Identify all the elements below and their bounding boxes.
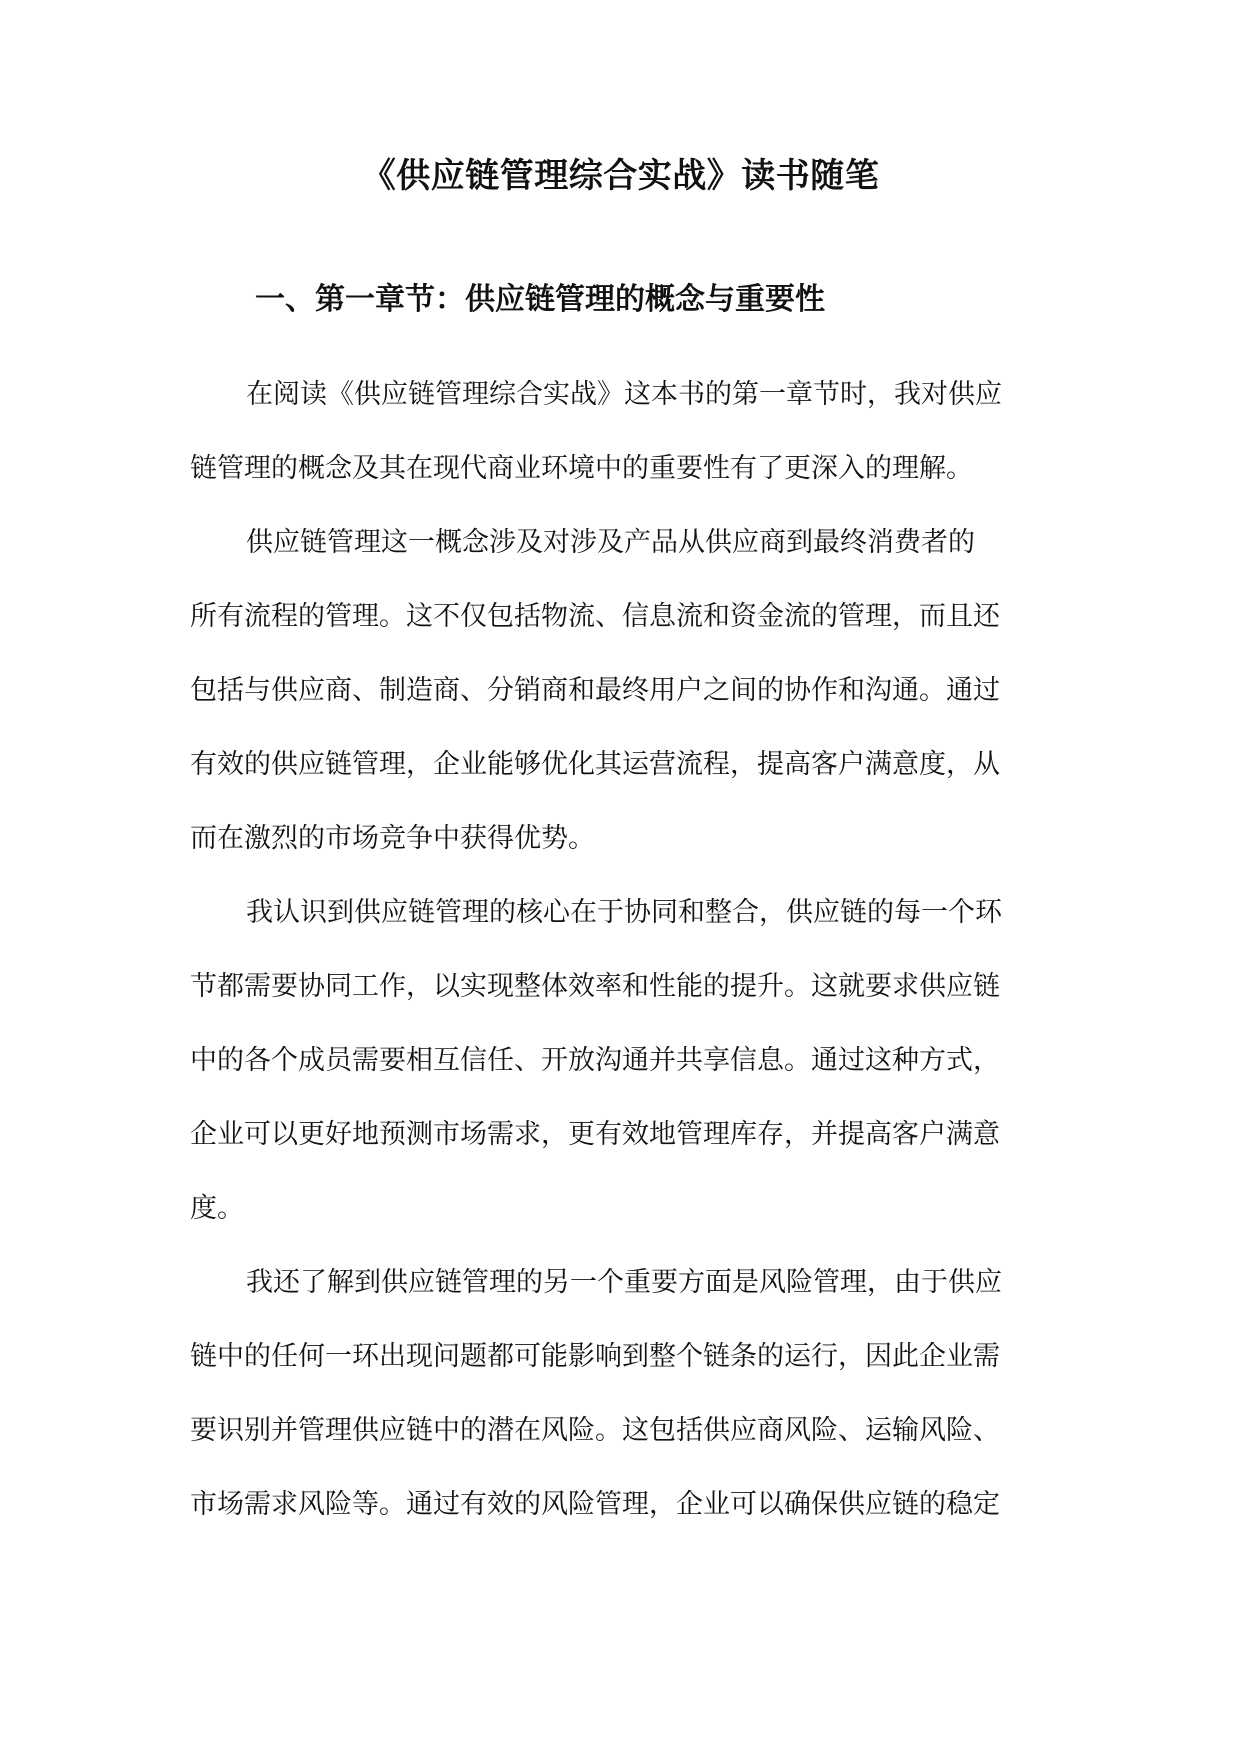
text-line: 企业可以更好地预测市场需求，更有效地管理库存，并提高客户满意	[190, 1119, 1000, 1150]
text-line: 有效的供应链管理，企业能够优化其运营流程，提高客户满意度，从	[190, 749, 1000, 780]
body-text	[190, 358, 1050, 1542]
text-line: 节都需要协同工作，以实现整体效率和性能的提升。这就要求供应链	[190, 971, 1000, 1002]
text-line: 我还了解到供应链管理的另一个重要方面是风险管理，由于供应	[246, 1267, 1002, 1298]
text-line: 我认识到供应链管理的核心在于协同和整合，供应链的每一个环	[246, 897, 1002, 928]
text-line: 要识别并管理供应链中的潜在风险。这包括供应商风险、运输风险、	[190, 1415, 1000, 1446]
paragraph-3	[190, 876, 1050, 1246]
text-line: 链中的任何一环出现问题都可能影响到整个链条的运行，因此企业需	[190, 1341, 1000, 1372]
text-line: 而在激烈的市场竞争中获得优势。	[190, 823, 595, 854]
text-line: 包括与供应商、制造商、分销商和最终用户之间的协作和沟通。通过	[190, 675, 1000, 706]
text-line: 在阅读《供应链管理综合实战》这本书的第一章节时，我对供应	[246, 379, 1002, 410]
text-line: 市场需求风险等。通过有效的风险管理，企业可以确保供应链的稳定	[190, 1489, 1000, 1520]
text-line: 中的各个成员需要相互信任、开放沟通并共享信息。通过这种方式，	[190, 1045, 1000, 1076]
text-line: 链管理的概念及其在现代商业环境中的重要性有了更深入的理解。	[190, 453, 973, 484]
paragraph-2	[190, 506, 1050, 876]
paragraph-1	[190, 358, 1050, 506]
document-title: 《供应链管理综合实战》读书随笔	[361, 156, 880, 196]
text-line: 所有流程的管理。这不仅包括物流、信息流和资金流的管理，而且还	[190, 601, 1000, 632]
paragraph-4	[190, 1246, 1050, 1542]
section-heading: 一、第一章节：供应链管理的概念与重要性	[255, 282, 825, 317]
text-line: 供应链管理这一概念涉及对涉及产品从供应商到最终消费者的	[246, 527, 975, 558]
text-line: 度。	[190, 1193, 244, 1224]
